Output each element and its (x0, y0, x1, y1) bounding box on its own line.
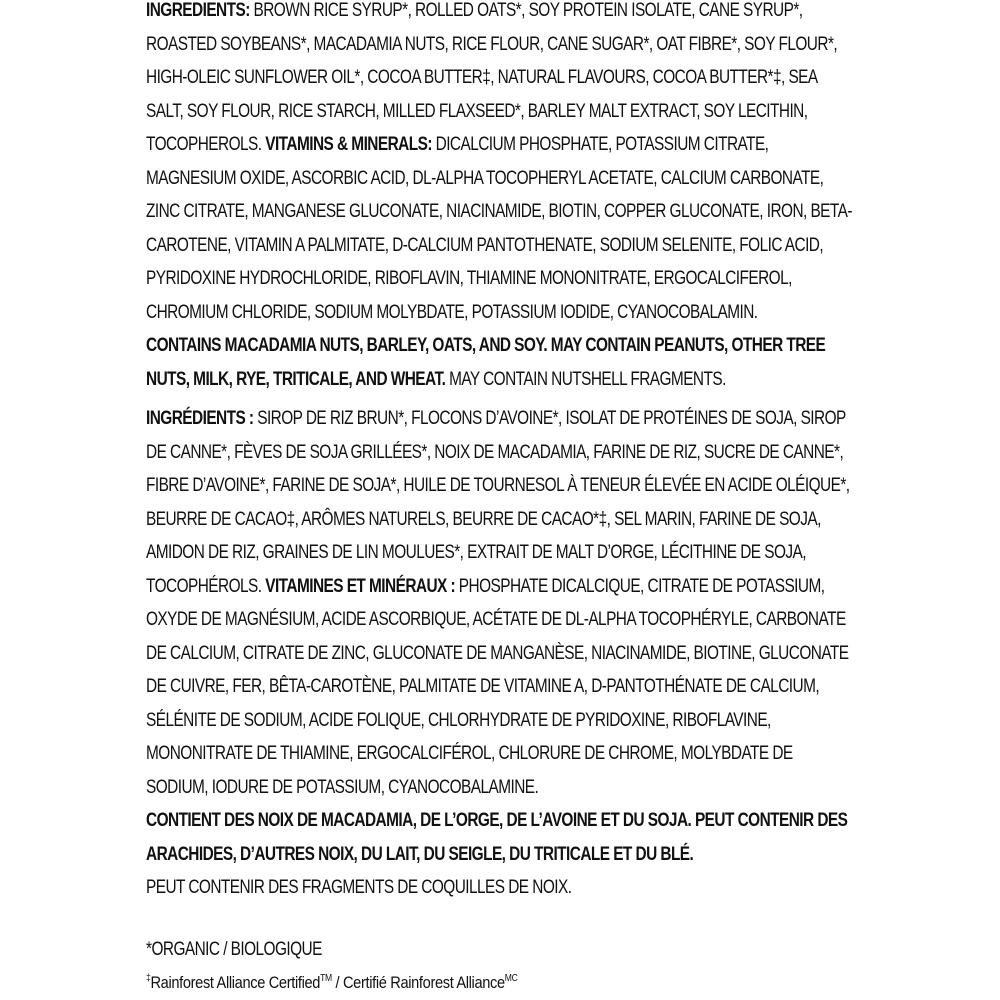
vitamins-heading-fr: VITAMINES ET MINÉRAUX : (265, 574, 456, 597)
rainforest-en: Rainforest Alliance Certified (150, 973, 321, 992)
ingredients-heading-fr: INGRÉDIENTS : (146, 407, 254, 429)
vitamins-heading: VITAMINS & MINERALS: (265, 133, 432, 155)
double-dagger-symbol: ‡ (146, 973, 151, 984)
organic-footnote: *ORGANIC / BIOLOGIQUE (146, 938, 322, 960)
ingredients-heading: INGREDIENTS: (146, 0, 250, 21)
separator: / (331, 973, 343, 992)
allergen-statement-fr: CONTIENT DES NOIX DE MACADAMIA, DE L’ORGE, DE L’AVOINE ET DU SOJA. PEUT CONTENIR DES ARACHIDES, D’AUTRES NOIX, DU LAIT, DU SEIGLE, DU TRITICALE ET DU BLÉ. (146, 809, 848, 865)
english-allergen-paragraph (146, 329, 857, 396)
trademark-symbol: TM (320, 973, 332, 984)
vitamins-list-fr: PHOSPHATE DICALCIQUE, CITRATE DE POTASSIUM, OXYDE DE MAGNÉSIUM, ACIDE ASCORBIQUE, ACÉTATE DE DL-ALPHA TOCOPHÉRYLE, CARBONATE DE CALCIUM, CITRATE DE ZINC, GLUCONATE DE MANGANÈSE, NIACINAMIDE, BIOTINE, GLUCONATE DE CUIVRE, FER, BÊTA-CAROTÈNE, PALMITATE DE VITAMINE A, D-PANTOTHÉNATE DE CALCIUM, SÉLÉNITE DE SODIUM, ACIDE FOLIQUE, CHLORHYDRATE DE PYRIDOXINE, RIBOFLAVINE, MONONITRATE DE THIAMINE, ERGOCALCIFÉROL, CHLORURE DE CHROME, MOLYBDATE DE SODIUM, IODURE DE POTASSIUM, CYANOCOBALAMINE. (146, 574, 849, 798)
rainforest-footnote (146, 973, 628, 993)
english-section (146, 0, 857, 905)
mc-symbol: MC (504, 973, 518, 984)
rainforest-fr: Certifié Rainforest Alliance (342, 973, 505, 992)
may-contain-statement-fr: PEUT CONTENIR DES FRAGMENTS DE COQUILLES DE NOIX. (146, 876, 572, 898)
ingredients-list: BROWN RICE SYRUP*, ROLLED OATS*, SOY PROTEIN ISOLATE, CANE SYRUP*, ROASTED SOYBEANS*, MACADAMIA NUTS, RICE FLOUR, CANE SUGAR*, OAT FIBRE*, SOY FLOUR*, HIGH-OLEIC SUNFLOWER OIL*, COCOA BUTTER‡, NATURAL FLAVOURS, COCOA BUTTER*‡, SEA SALT, SOY FLOUR, RICE STARCH, MILLED FLAXSEED*, BARLEY MALT EXTRACT, SOY LECITHIN, TOCOPHEROLS. (146, 0, 838, 155)
english-ingredients-paragraph (146, 0, 857, 329)
footnotes (146, 938, 706, 993)
ingredients-list-fr: SIROP DE RIZ BRUN*, FLOCONS D’AVOINE*, ISOLAT DE PROTÉINES DE SOJA, SIROP DE CANNE*, FÈVES DE SOJA GRILLÉES*, NOIX DE MACADAMIA, FARINE DE RIZ, SUCRE DE CANNE*, FIBRE D’AVOINE*, FARINE DE SOJA*, HUILE DE TOURNESOL À TENEUR ÉLEVÉE EN ACIDE OLÉIQUE*, BEURRE DE CACAO‡, ARÔMES NATURELS, BEURRE DE CACAO*‡, SEL MARIN, FARINE DE SOJA, AMIDON DE RIZ, GRAINES DE LIN MOULUES*, EXTRAIT DE MALT D’ORGE, LÉCITHINE DE SOJA, TOCOPHÉROLS. (146, 407, 850, 597)
french-ingredients-paragraph (146, 402, 857, 804)
may-contain-statement: MAY CONTAIN NUTSHELL FRAGMENTS. (449, 367, 726, 390)
vitamins-list: DICALCIUM PHOSPHATE, POTASSIUM CITRATE, MAGNESIUM OXIDE, ASCORBIC ACID, DL-ALPHA TOCOPHERYL ACETATE, CALCIUM CARBONATE, ZINC CITRATE, MANGANESE GLUCONATE, NIACINAMIDE, BIOTIN, COPPER GLUCONATE, IRON, BETA-CAROTENE, VITAMIN A PALMITATE, D-CALCIUM PANTOTHENATE, SODIUM SELENITE, FOLIC ACID, PYRIDOXINE HYDROCHLORIDE, RIBOFLAVIN, THIAMINE MONONITRATE, ERGOCALCIFEROL, CHROMIUM CHLORIDE, SODIUM MOLYBDATE, POTASSIUM IODIDE, CYANOCOBALAMIN. (146, 133, 852, 323)
ingredient-label (146, 0, 866, 905)
allergen-statement: CONTAINS MACADAMIA NUTS, BARLEY, OATS, AND SOY. MAY CONTAIN PEANUTS, OTHER TREE NUTS, MILK, RYE, TRITICALE, AND WHEAT. (146, 334, 826, 390)
